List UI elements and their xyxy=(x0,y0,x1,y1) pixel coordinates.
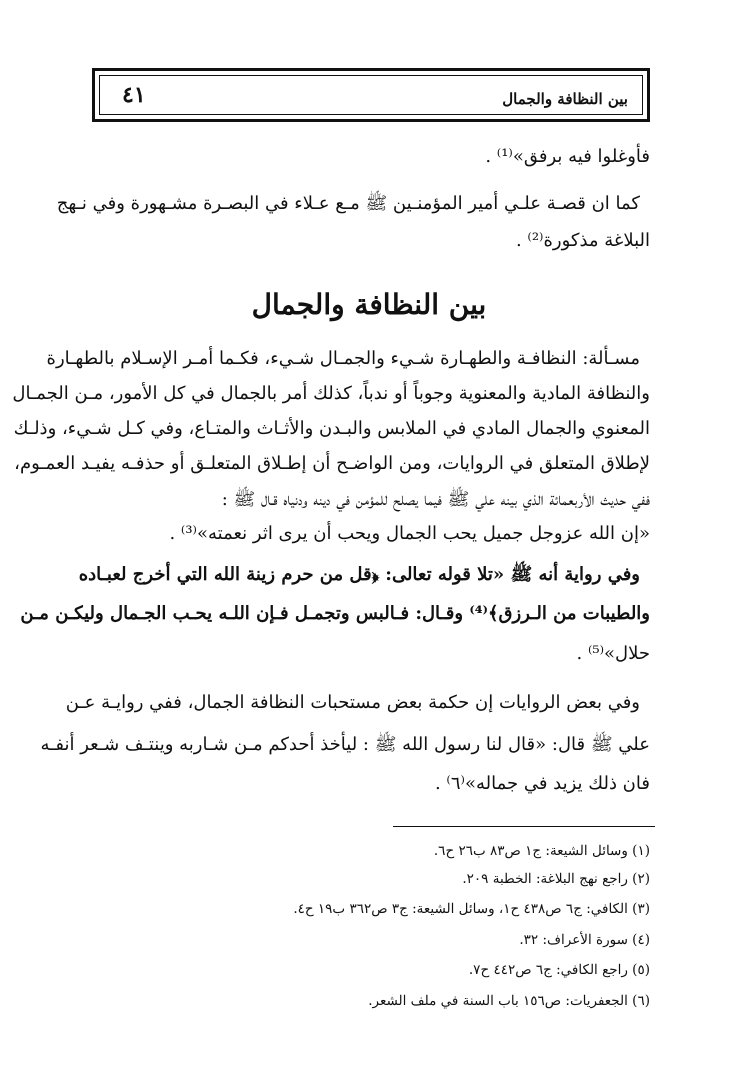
footnote-2: (٢) راجع نهج البلاغة: الخطبة ٢٠٩. xyxy=(462,871,650,887)
paragraph-2-line-3: حلال»⁽⁵⁾ . xyxy=(576,643,650,664)
paragraph-1-line-2: والنظافة المادية والمعنوية وجوباً أو ندباً، كذلك أمر بالجمال في كل الأمور، مـن الجمـال xyxy=(12,383,650,404)
page-header-inner-frame xyxy=(99,75,643,115)
intro-line-3: البلاغة مذكورة⁽²⁾ . xyxy=(515,230,650,251)
footnote-5: (٥) راجع الكافي: ج٦ ص٤٤٢ ح٧. xyxy=(468,962,650,978)
paragraph-2-line-2: والطيبات من الـرزق﴾⁽⁴⁾ وقـال: فـالبس وتجمـل فـإن اللـه يحـب الجـمال وليكـن مـن xyxy=(20,603,650,624)
footnote-1: (١) وسائل الشيعة: ج١ ص٨٣ ب٢٦ ح٦. xyxy=(433,843,650,859)
paragraph-3-line-1: وفي بعض الروايات إن حكمة بعض مستحبات النظافة الجمال، ففي روايـة عـن xyxy=(65,692,640,713)
paragraph-1-line-1: مسـألة: النظافـة والطهـارة شـيء والجمـال شـيء، فكـما أمـر الإسـلام بالطهـارة xyxy=(46,348,640,369)
paragraph-1-line-6: «إن الله عزوجل جميل يحب الجمال ويحب أن يرى اثر نعمته»⁽³⁾ . xyxy=(169,523,650,544)
footnote-4: (٤) سورة الأعراف: ٣٢. xyxy=(519,932,650,948)
paragraph-1-line-5: ففي حديث الأربعمائة الذي بينه علي ﷺ فيما يصلح للمؤمن في دينه ودنياه قـال ﷺ : xyxy=(221,489,650,510)
footnote-6: (٦) الجعفريات: ص١٥٦ باب السنة في ملف الشعر. xyxy=(368,993,650,1009)
footnote-separator xyxy=(393,826,655,827)
running-title: بين النظافة والجمال xyxy=(502,90,628,108)
paragraph-3-line-3: فان ذلك يزيد في جماله»⁽٦⁾ . xyxy=(434,773,650,794)
intro-line-1: فأوغلوا فيه برفق»⁽¹⁾ . xyxy=(485,146,650,167)
paragraph-2-line-1: وفي رواية أنه ﷺ «تلا قوله تعالى: ﴿قل من حرم زينة الله التي أخرج لعبـاده xyxy=(78,564,640,585)
page-header-frame xyxy=(92,68,650,122)
section-heading: بين النظافة والجمال xyxy=(251,288,487,321)
paragraph-3-line-2: علي ﷺ قال: «قال لنا رسول الله ﷺ : ليأخذ أحدكم مـن شـاربه وينتـف شـعر أنفـه xyxy=(40,734,650,755)
footnote-3: (٣) الكافي: ج٦ ص٤٣٨ ح١، وسائل الشيعة: ج٣ ص٣٦٢ ب١٩ ح٤. xyxy=(293,901,650,917)
page-number: ٤١ xyxy=(122,82,146,108)
intro-line-2: كما ان قصـة علـي أمير المؤمنـين ﷺ مـع عـلاء في البصـرة مشـهورة وفي نـهج xyxy=(56,193,640,214)
paragraph-1-line-3: المعنوي والجمال المادي في الملابس والبـدن والأثـاث والمتـاع، وفي كـل شـيء، وذلـك xyxy=(13,418,650,439)
paragraph-1-line-4: لإطلاق المتعلق في الروايات، ومن الواضـح أن إطـلاق المتعلـق أو حذفـه يفيـد العمـوم، xyxy=(14,453,650,474)
